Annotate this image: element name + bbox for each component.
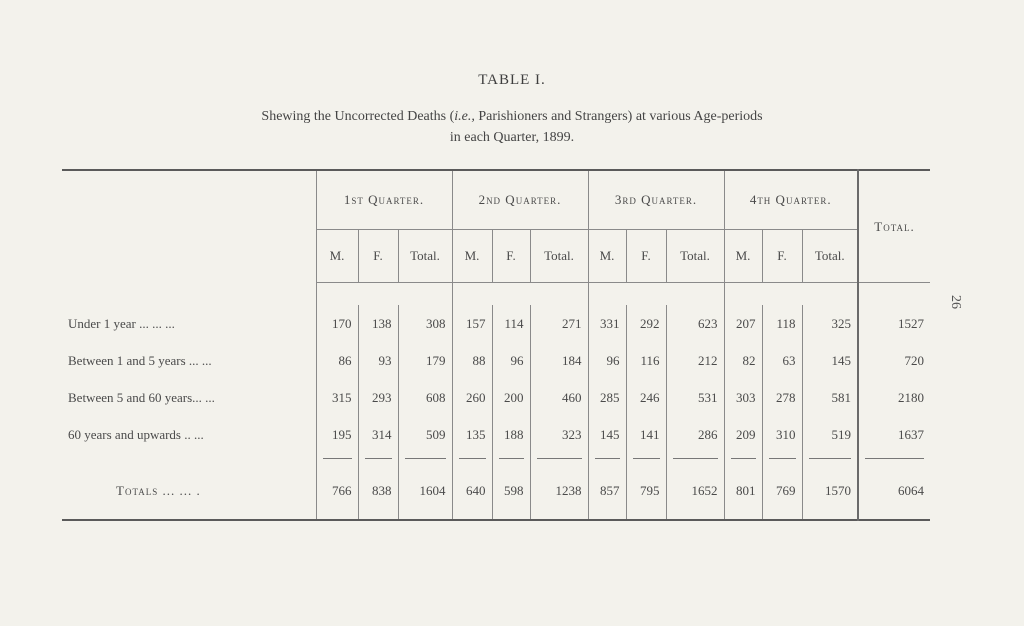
cell: 200 [492,379,530,416]
cell: 138 [358,305,398,342]
grand-total-cell: 6064 [858,463,930,520]
page-number: 26 [948,295,963,309]
q4-f-header: F. [762,230,802,283]
total-cell: 1652 [666,463,724,520]
cell: 519 [802,416,858,453]
row-label: Between 1 and 5 years ... ... [68,352,212,368]
cell: 308 [398,305,452,342]
cell: 314 [358,416,398,453]
cell: 116 [626,342,666,379]
cell: 212 [666,342,724,379]
total-cell: 598 [492,463,530,520]
table-title: TABLE I. [478,72,546,88]
total-cell: 795 [626,463,666,520]
cell: 114 [492,305,530,342]
table-row [62,416,930,453]
subtitle-text: Shewing the Uncorrected Deaths ( [261,109,455,124]
row-total: 1527 [858,305,930,342]
q1-f-header: F. [358,230,398,283]
subtitle-text-2: Parishioners and Strangers) at various Age-periods [474,109,763,124]
grand-total-header [858,170,930,283]
total-cell: 1570 [802,463,858,520]
total-cell: 838 [358,463,398,520]
q1-m-header: M. [316,230,358,283]
cell: 285 [588,379,626,416]
quarter-2-label: 2nd Quarter. [478,192,562,207]
quarter-4-label: 4th Quarter. [749,192,832,207]
cell: 86 [316,342,358,379]
header-rule-row [62,283,930,306]
cell: 293 [358,379,398,416]
age-header-blank [62,170,316,283]
table-row [62,342,930,379]
cell: 581 [802,379,858,416]
cell: 118 [762,305,802,342]
total-cell: 1604 [398,463,452,520]
cell: 260 [452,379,492,416]
cell: 141 [626,416,666,453]
cell: 195 [316,416,358,453]
cell: 88 [452,342,492,379]
cell: 188 [492,416,530,453]
total-cell: 640 [452,463,492,520]
quarter-1-header [316,170,452,230]
cell: 608 [398,379,452,416]
cell: 96 [588,342,626,379]
total-cell: 801 [724,463,762,520]
row-label: Between 5 and 60 years... ... [68,389,215,405]
quarter-1-label: 1st Quarter. [343,192,425,207]
q3-f-header: F. [626,230,666,283]
cell: 315 [316,379,358,416]
table-subtitle [0,106,1024,148]
row-total: 720 [858,342,930,379]
total-cell: 857 [588,463,626,520]
cell: 292 [626,305,666,342]
cell: 145 [588,416,626,453]
cell: 310 [762,416,802,453]
row-total: 2180 [858,379,930,416]
cell: 303 [724,379,762,416]
total-cell: 766 [316,463,358,520]
q3-total-header: Total. [666,230,724,283]
subtitle-line-2: in each Quarter, 1899. [449,130,575,145]
q4-total-header: Total. [802,230,858,283]
cell: 207 [724,305,762,342]
table-row [62,305,930,342]
q2-total-header: Total. [530,230,588,283]
table-row [62,379,930,416]
subtitle-ie: i.e., [454,109,475,124]
quarter-2-header [452,170,588,230]
total-cell: 1238 [530,463,588,520]
cell: 93 [358,342,398,379]
totals-label-text: Totals ... ... . [116,483,201,498]
cell: 509 [398,416,452,453]
cell: 286 [666,416,724,453]
q1-total-header: Total. [398,230,452,283]
quarter-3-header [588,170,724,230]
totals-row [62,463,930,520]
cell: 145 [802,342,858,379]
cell: 325 [802,305,858,342]
q4-m-header: M. [724,230,762,283]
cell: 531 [666,379,724,416]
sum-rule-row [62,453,930,463]
cell: 246 [626,379,666,416]
cell: 170 [316,305,358,342]
cell: 63 [762,342,802,379]
cell: 331 [588,305,626,342]
deaths-table [62,169,930,521]
cell: 184 [530,342,588,379]
cell: 323 [530,416,588,453]
cell: 179 [398,342,452,379]
quarter-4-header [724,170,858,230]
q2-f-header: F. [492,230,530,283]
cell: 82 [724,342,762,379]
cell: 209 [724,416,762,453]
cell: 135 [452,416,492,453]
totals-label [62,463,316,520]
cell: 157 [452,305,492,342]
row-total: 1637 [858,416,930,453]
total-cell: 769 [762,463,802,520]
cell: 96 [492,342,530,379]
grand-total-label: Total. [874,218,915,234]
q3-m-header: M. [588,230,626,283]
row-label: Under 1 year ... ... ... [68,315,175,331]
q2-m-header: M. [452,230,492,283]
quarter-3-label: 3rd Quarter. [614,192,698,207]
cell: 271 [530,305,588,342]
row-label: 60 years and upwards .. ... [68,426,204,442]
cell: 623 [666,305,724,342]
cell: 278 [762,379,802,416]
cell: 460 [530,379,588,416]
